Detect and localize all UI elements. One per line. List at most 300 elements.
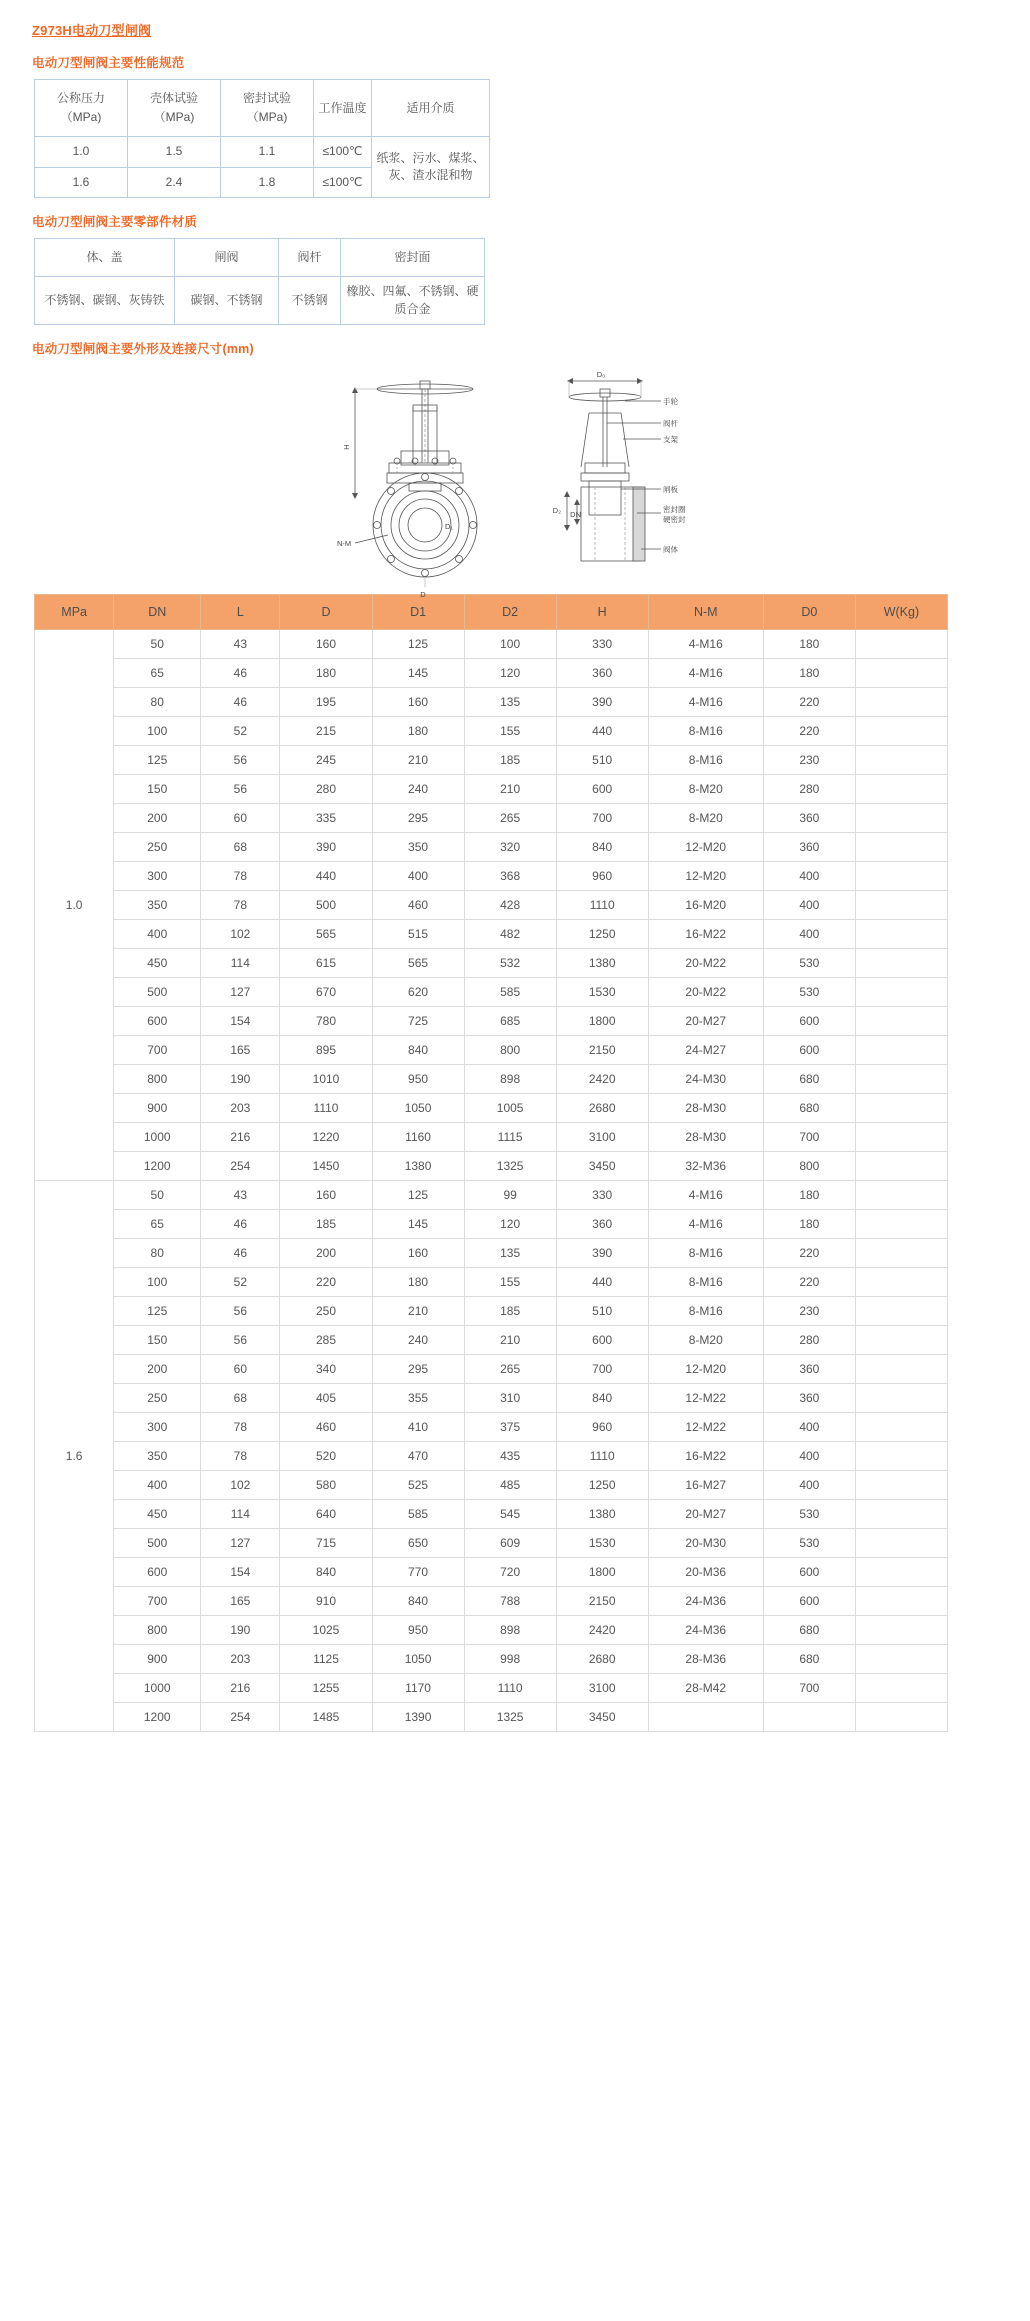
cell-l: 127 bbox=[201, 978, 280, 1007]
cell-d2: 485 bbox=[464, 1471, 556, 1500]
cell-d2: 898 bbox=[464, 1065, 556, 1094]
cell-d2: 1325 bbox=[464, 1703, 556, 1732]
cell-d2: 210 bbox=[464, 775, 556, 804]
cell-nm: 20-M22 bbox=[648, 978, 763, 1007]
cell-d: 500 bbox=[280, 891, 372, 920]
cell-d: 405 bbox=[280, 1384, 372, 1413]
cell-l: 190 bbox=[201, 1065, 280, 1094]
cell-d1: 125 bbox=[372, 630, 464, 659]
table-row bbox=[35, 1210, 948, 1239]
cell-l: 60 bbox=[201, 1355, 280, 1384]
cell-nm: 16-M22 bbox=[648, 920, 763, 949]
cell-d2: 99 bbox=[464, 1181, 556, 1210]
cell-dn: 100 bbox=[114, 717, 201, 746]
cell-weight bbox=[855, 833, 947, 862]
cell-dn: 900 bbox=[114, 1094, 201, 1123]
cell-d1: 950 bbox=[372, 1065, 464, 1094]
table-row bbox=[35, 1471, 948, 1500]
cell-gate-material: 碳钢、不锈钢 bbox=[175, 277, 279, 325]
cell-d: 390 bbox=[280, 833, 372, 862]
cell-d0: 400 bbox=[763, 1471, 855, 1500]
cell-nm: 12-M22 bbox=[648, 1413, 763, 1442]
cell-d: 565 bbox=[280, 920, 372, 949]
cell-d: 670 bbox=[280, 978, 372, 1007]
cell-h: 2150 bbox=[556, 1587, 648, 1616]
label-D0: D₀ bbox=[596, 370, 606, 380]
cell-d1: 410 bbox=[372, 1413, 464, 1442]
cell-dn: 300 bbox=[114, 862, 201, 891]
cell-l: 56 bbox=[201, 1297, 280, 1326]
cell-nm: 8-M16 bbox=[648, 1268, 763, 1297]
cell-weight bbox=[855, 1123, 947, 1152]
cell-weight bbox=[855, 804, 947, 833]
table-row bbox=[35, 1268, 948, 1297]
cell-d2: 375 bbox=[464, 1413, 556, 1442]
cell-l: 254 bbox=[201, 1703, 280, 1732]
cell-nm: 24-M30 bbox=[648, 1065, 763, 1094]
table-row bbox=[35, 1645, 948, 1674]
cell-d: 460 bbox=[280, 1413, 372, 1442]
cell-d2: 482 bbox=[464, 920, 556, 949]
cell-h: 960 bbox=[556, 862, 648, 891]
cell-h: 510 bbox=[556, 746, 648, 775]
cell-l: 114 bbox=[201, 1500, 280, 1529]
cell-d2: 265 bbox=[464, 804, 556, 833]
table-row bbox=[35, 1558, 948, 1587]
valve-technical-drawing bbox=[32, 367, 1002, 600]
cell-l: 102 bbox=[201, 920, 280, 949]
cell-l: 78 bbox=[201, 1442, 280, 1471]
dimension-table bbox=[34, 594, 948, 1732]
cell-d0: 220 bbox=[763, 1239, 855, 1268]
label-H: H bbox=[342, 444, 351, 450]
col-header-d2: D2 bbox=[464, 595, 556, 630]
header-pn-line2: （MPa) bbox=[60, 110, 102, 125]
cell-d0: 280 bbox=[763, 775, 855, 804]
table-row bbox=[35, 1500, 948, 1529]
cell-l: 56 bbox=[201, 1326, 280, 1355]
cell-weight bbox=[855, 1587, 947, 1616]
dimension-table-header-row bbox=[35, 595, 948, 630]
cell-d1: 210 bbox=[372, 1297, 464, 1326]
cell-d2: 532 bbox=[464, 949, 556, 978]
cell-weight bbox=[855, 1471, 947, 1500]
cell-dn: 150 bbox=[114, 775, 201, 804]
cell-d0: 400 bbox=[763, 891, 855, 920]
cell-nm: 12-M20 bbox=[648, 862, 763, 891]
cell-d: 1025 bbox=[280, 1616, 372, 1645]
cell-d1: 950 bbox=[372, 1616, 464, 1645]
section-heading-spec: 电动刀型闸阀主要性能规范 bbox=[32, 56, 185, 70]
cell-weight bbox=[855, 1181, 947, 1210]
cell-l: 216 bbox=[201, 1674, 280, 1703]
cell-d2: 155 bbox=[464, 1268, 556, 1297]
cell-d1: 210 bbox=[372, 746, 464, 775]
cell-weight bbox=[855, 659, 947, 688]
cell-seal-1: 1.1 bbox=[221, 137, 314, 167]
cell-nm: 24-M36 bbox=[648, 1616, 763, 1645]
cell-d2: 428 bbox=[464, 891, 556, 920]
cell-dn: 450 bbox=[114, 1500, 201, 1529]
cell-d1: 145 bbox=[372, 659, 464, 688]
header-shell-line1: 壳体试验 bbox=[149, 91, 198, 105]
cell-h: 390 bbox=[556, 688, 648, 717]
cell-dn: 600 bbox=[114, 1007, 201, 1036]
cell-l: 68 bbox=[201, 1384, 280, 1413]
cell-pn-1: 1.0 bbox=[35, 137, 128, 167]
cell-d2: 720 bbox=[464, 1558, 556, 1587]
cell-d0: 180 bbox=[763, 659, 855, 688]
cell-l: 56 bbox=[201, 775, 280, 804]
cell-dn: 65 bbox=[114, 1210, 201, 1239]
cell-nm: 12-M20 bbox=[648, 1355, 763, 1384]
cell-weight bbox=[855, 1529, 947, 1558]
cell-pn-2: 1.6 bbox=[35, 167, 128, 197]
label-gate-plate: 闸板 bbox=[663, 485, 678, 495]
table-row bbox=[35, 717, 948, 746]
cell-d1: 145 bbox=[372, 1210, 464, 1239]
cell-dn: 200 bbox=[114, 804, 201, 833]
table-row bbox=[35, 659, 948, 688]
cell-dn: 65 bbox=[114, 659, 201, 688]
cell-d2: 185 bbox=[464, 746, 556, 775]
cell-h: 840 bbox=[556, 833, 648, 862]
cell-l: 254 bbox=[201, 1152, 280, 1181]
cell-d2: 998 bbox=[464, 1645, 556, 1674]
cell-d: 280 bbox=[280, 775, 372, 804]
cell-shell-2: 2.4 bbox=[128, 167, 221, 197]
header-cell-shell bbox=[128, 80, 221, 137]
cell-d: 1220 bbox=[280, 1123, 372, 1152]
cell-dn: 400 bbox=[114, 1471, 201, 1500]
cell-h: 2680 bbox=[556, 1645, 648, 1674]
cell-h: 1380 bbox=[556, 949, 648, 978]
cell-d2: 265 bbox=[464, 1355, 556, 1384]
cell-seal-2: 1.8 bbox=[221, 167, 314, 197]
cell-d1: 840 bbox=[372, 1587, 464, 1616]
cell-h: 3100 bbox=[556, 1123, 648, 1152]
cell-d0: 530 bbox=[763, 1529, 855, 1558]
cell-h: 600 bbox=[556, 775, 648, 804]
cell-d: 160 bbox=[280, 630, 372, 659]
cell-d0: 680 bbox=[763, 1094, 855, 1123]
cell-nm: 12-M20 bbox=[648, 833, 763, 862]
cell-l: 78 bbox=[201, 862, 280, 891]
cell-weight bbox=[855, 1500, 947, 1529]
cell-h: 440 bbox=[556, 1268, 648, 1297]
cell-l: 43 bbox=[201, 630, 280, 659]
table-row bbox=[35, 746, 948, 775]
section-heading-dimension: 电动刀型闸阀主要外形及连接尺寸(mm) bbox=[32, 342, 254, 357]
cell-d: 1125 bbox=[280, 1645, 372, 1674]
cell-l: 216 bbox=[201, 1123, 280, 1152]
col-header-dn: DN bbox=[114, 595, 201, 630]
cell-d0: 400 bbox=[763, 920, 855, 949]
cell-d: 840 bbox=[280, 1558, 372, 1587]
cell-weight bbox=[855, 1065, 947, 1094]
cell-weight bbox=[855, 630, 947, 659]
cell-weight bbox=[855, 1036, 947, 1065]
table-row bbox=[35, 1355, 948, 1384]
cell-dn: 800 bbox=[114, 1616, 201, 1645]
cell-dn: 500 bbox=[114, 978, 201, 1007]
cell-d: 1485 bbox=[280, 1703, 372, 1732]
table-row bbox=[35, 1616, 948, 1645]
table-row bbox=[35, 1239, 948, 1268]
cell-l: 203 bbox=[201, 1645, 280, 1674]
cell-d1: 1390 bbox=[372, 1703, 464, 1732]
table-row bbox=[35, 1152, 948, 1181]
cell-d1: 400 bbox=[372, 862, 464, 891]
cell-d0: 700 bbox=[763, 1674, 855, 1703]
col-header-h: H bbox=[556, 595, 648, 630]
cell-h: 510 bbox=[556, 1297, 648, 1326]
cell-nm: 20-M36 bbox=[648, 1558, 763, 1587]
cell-nm: 32-M36 bbox=[648, 1152, 763, 1181]
cell-weight bbox=[855, 862, 947, 891]
cell-d0: 600 bbox=[763, 1587, 855, 1616]
cell-nm bbox=[648, 1703, 763, 1732]
col-header-d: D bbox=[280, 595, 372, 630]
cell-weight bbox=[855, 1645, 947, 1674]
cell-d0: 220 bbox=[763, 717, 855, 746]
cell-d0: 180 bbox=[763, 630, 855, 659]
table-row bbox=[35, 630, 948, 659]
label-N-M: N-M bbox=[337, 539, 352, 549]
label-seal-ring: 密封圈 bbox=[663, 505, 686, 515]
cell-weight bbox=[855, 1094, 947, 1123]
cell-d0 bbox=[763, 1703, 855, 1732]
cell-nm: 4-M16 bbox=[648, 630, 763, 659]
cell-h: 2150 bbox=[556, 1036, 648, 1065]
header-cell-gate: 闸阀 bbox=[175, 239, 279, 277]
cell-dn: 600 bbox=[114, 1558, 201, 1587]
table-row bbox=[35, 1413, 948, 1442]
cell-dn: 200 bbox=[114, 1355, 201, 1384]
cell-d0: 180 bbox=[763, 1210, 855, 1239]
cell-sealface-material: 橡胶、四氟、不锈钢、硬质合金 bbox=[341, 277, 485, 325]
cell-weight bbox=[855, 978, 947, 1007]
cell-d0: 400 bbox=[763, 862, 855, 891]
cell-nm: 28-M42 bbox=[648, 1674, 763, 1703]
cell-weight bbox=[855, 949, 947, 978]
cell-weight bbox=[855, 746, 947, 775]
table-row bbox=[35, 137, 490, 167]
cell-h: 360 bbox=[556, 1210, 648, 1239]
cell-nm: 4-M16 bbox=[648, 688, 763, 717]
cell-d2: 545 bbox=[464, 1500, 556, 1529]
cell-d: 220 bbox=[280, 1268, 372, 1297]
cell-temp-2: ≤100℃ bbox=[314, 167, 372, 197]
cell-l: 78 bbox=[201, 891, 280, 920]
material-table bbox=[34, 238, 485, 325]
cell-d: 200 bbox=[280, 1239, 372, 1268]
cell-l: 60 bbox=[201, 804, 280, 833]
cell-d1: 840 bbox=[372, 1036, 464, 1065]
cell-nm: 20-M27 bbox=[648, 1007, 763, 1036]
header-cell-seal bbox=[221, 80, 314, 137]
cell-dn: 150 bbox=[114, 1326, 201, 1355]
cell-d: 215 bbox=[280, 717, 372, 746]
cell-d1: 1050 bbox=[372, 1645, 464, 1674]
cell-d0: 530 bbox=[763, 978, 855, 1007]
col-header-d1: D1 bbox=[372, 595, 464, 630]
label-bracket: 支架 bbox=[663, 435, 678, 445]
cell-dn: 800 bbox=[114, 1065, 201, 1094]
cell-h: 330 bbox=[556, 1181, 648, 1210]
cell-nm: 4-M16 bbox=[648, 1210, 763, 1239]
cell-nm: 4-M16 bbox=[648, 1181, 763, 1210]
cell-weight bbox=[855, 1413, 947, 1442]
cell-h: 960 bbox=[556, 1413, 648, 1442]
cell-nm: 20-M27 bbox=[648, 1500, 763, 1529]
table-row bbox=[35, 1297, 948, 1326]
cell-d2: 1325 bbox=[464, 1152, 556, 1181]
cell-d: 440 bbox=[280, 862, 372, 891]
cell-nm: 24-M27 bbox=[648, 1036, 763, 1065]
cell-nm: 12-M22 bbox=[648, 1384, 763, 1413]
cell-nm: 8-M16 bbox=[648, 1297, 763, 1326]
cell-d0: 360 bbox=[763, 1384, 855, 1413]
cell-d1: 650 bbox=[372, 1529, 464, 1558]
cell-d1: 160 bbox=[372, 688, 464, 717]
table-row bbox=[35, 688, 948, 717]
cell-weight bbox=[855, 1239, 947, 1268]
cell-dn: 50 bbox=[114, 630, 201, 659]
table-row bbox=[35, 277, 485, 325]
cell-weight bbox=[855, 1152, 947, 1181]
product-title-link[interactable]: Z973H电动刀型闸阀 bbox=[32, 23, 152, 38]
dimension-table-body bbox=[35, 630, 948, 1732]
cell-mpa-group: 1.6 bbox=[35, 1181, 114, 1732]
cell-h: 600 bbox=[556, 1326, 648, 1355]
cell-shell-1: 1.5 bbox=[128, 137, 221, 167]
cell-d2: 1005 bbox=[464, 1094, 556, 1123]
cell-d2: 120 bbox=[464, 659, 556, 688]
cell-d2: 210 bbox=[464, 1326, 556, 1355]
cell-d: 340 bbox=[280, 1355, 372, 1384]
header-cell-pn bbox=[35, 80, 128, 137]
cell-d0: 680 bbox=[763, 1065, 855, 1094]
table-row bbox=[35, 1587, 948, 1616]
cell-d2: 898 bbox=[464, 1616, 556, 1645]
cell-weight bbox=[855, 1297, 947, 1326]
cell-weight bbox=[855, 1442, 947, 1471]
cell-d: 580 bbox=[280, 1471, 372, 1500]
cell-h: 330 bbox=[556, 630, 648, 659]
cell-d0: 700 bbox=[763, 1123, 855, 1152]
cell-d1: 350 bbox=[372, 833, 464, 862]
cell-l: 127 bbox=[201, 1529, 280, 1558]
cell-d2: 1110 bbox=[464, 1674, 556, 1703]
header-cell-stem: 阀杆 bbox=[279, 239, 341, 277]
cell-d: 895 bbox=[280, 1036, 372, 1065]
cell-weight bbox=[855, 1703, 947, 1732]
cell-weight bbox=[855, 1355, 947, 1384]
cell-h: 1380 bbox=[556, 1500, 648, 1529]
cell-stem-material: 不锈钢 bbox=[279, 277, 341, 325]
table-row bbox=[35, 804, 948, 833]
cell-nm: 28-M36 bbox=[648, 1645, 763, 1674]
cell-dn: 1200 bbox=[114, 1703, 201, 1732]
cell-d1: 125 bbox=[372, 1181, 464, 1210]
cell-d0: 220 bbox=[763, 1268, 855, 1297]
cell-d2: 788 bbox=[464, 1587, 556, 1616]
cell-h: 2420 bbox=[556, 1065, 648, 1094]
cell-d1: 1170 bbox=[372, 1674, 464, 1703]
cell-d: 285 bbox=[280, 1326, 372, 1355]
table-row bbox=[35, 1674, 948, 1703]
cell-body-cover-material: 不锈钢、碳钢、灰铸铁 bbox=[35, 277, 175, 325]
cell-h: 390 bbox=[556, 1239, 648, 1268]
cell-d: 615 bbox=[280, 949, 372, 978]
table-row bbox=[35, 949, 948, 978]
cell-h: 3100 bbox=[556, 1674, 648, 1703]
cell-d1: 180 bbox=[372, 717, 464, 746]
cell-nm: 16-M22 bbox=[648, 1442, 763, 1471]
col-header-nm: N-M bbox=[648, 595, 763, 630]
cell-dn: 100 bbox=[114, 1268, 201, 1297]
cell-d: 1450 bbox=[280, 1152, 372, 1181]
cell-h: 1110 bbox=[556, 891, 648, 920]
cell-nm: 8-M16 bbox=[648, 1239, 763, 1268]
col-header-l: L bbox=[201, 595, 280, 630]
cell-d2: 155 bbox=[464, 717, 556, 746]
cell-dn: 900 bbox=[114, 1645, 201, 1674]
cell-dn: 125 bbox=[114, 746, 201, 775]
table-row bbox=[35, 1094, 948, 1123]
cell-d1: 565 bbox=[372, 949, 464, 978]
cell-d: 245 bbox=[280, 746, 372, 775]
table-row bbox=[35, 1065, 948, 1094]
cell-h: 2680 bbox=[556, 1094, 648, 1123]
cell-h: 700 bbox=[556, 804, 648, 833]
cell-d1: 460 bbox=[372, 891, 464, 920]
table-row bbox=[35, 833, 948, 862]
cell-nm: 8-M16 bbox=[648, 717, 763, 746]
cell-d1: 160 bbox=[372, 1239, 464, 1268]
label-D: D bbox=[420, 590, 426, 600]
label-D2: D₂ bbox=[552, 506, 561, 516]
cell-d: 780 bbox=[280, 1007, 372, 1036]
cell-d1: 295 bbox=[372, 1355, 464, 1384]
cell-l: 43 bbox=[201, 1181, 280, 1210]
cell-d2: 135 bbox=[464, 1239, 556, 1268]
col-header-weight: W(Kg) bbox=[855, 595, 947, 630]
cell-d: 185 bbox=[280, 1210, 372, 1239]
table-row bbox=[35, 775, 948, 804]
cell-d2: 1115 bbox=[464, 1123, 556, 1152]
cell-nm: 24-M36 bbox=[648, 1587, 763, 1616]
cell-l: 203 bbox=[201, 1094, 280, 1123]
cell-h: 3450 bbox=[556, 1152, 648, 1181]
header-cell-sealface: 密封面 bbox=[341, 239, 485, 277]
cell-d: 520 bbox=[280, 1442, 372, 1471]
cell-d0: 800 bbox=[763, 1152, 855, 1181]
cell-h: 1250 bbox=[556, 920, 648, 949]
header-seal-line1: 密封试验 bbox=[242, 91, 291, 105]
cell-dn: 500 bbox=[114, 1529, 201, 1558]
cell-d: 715 bbox=[280, 1529, 372, 1558]
cell-dn: 50 bbox=[114, 1181, 201, 1210]
cell-h: 1530 bbox=[556, 978, 648, 1007]
cell-dn: 450 bbox=[114, 949, 201, 978]
cell-nm: 8-M20 bbox=[648, 804, 763, 833]
cell-d2: 435 bbox=[464, 1442, 556, 1471]
cell-nm: 20-M30 bbox=[648, 1529, 763, 1558]
cell-d1: 355 bbox=[372, 1384, 464, 1413]
performance-spec-table bbox=[34, 79, 490, 198]
